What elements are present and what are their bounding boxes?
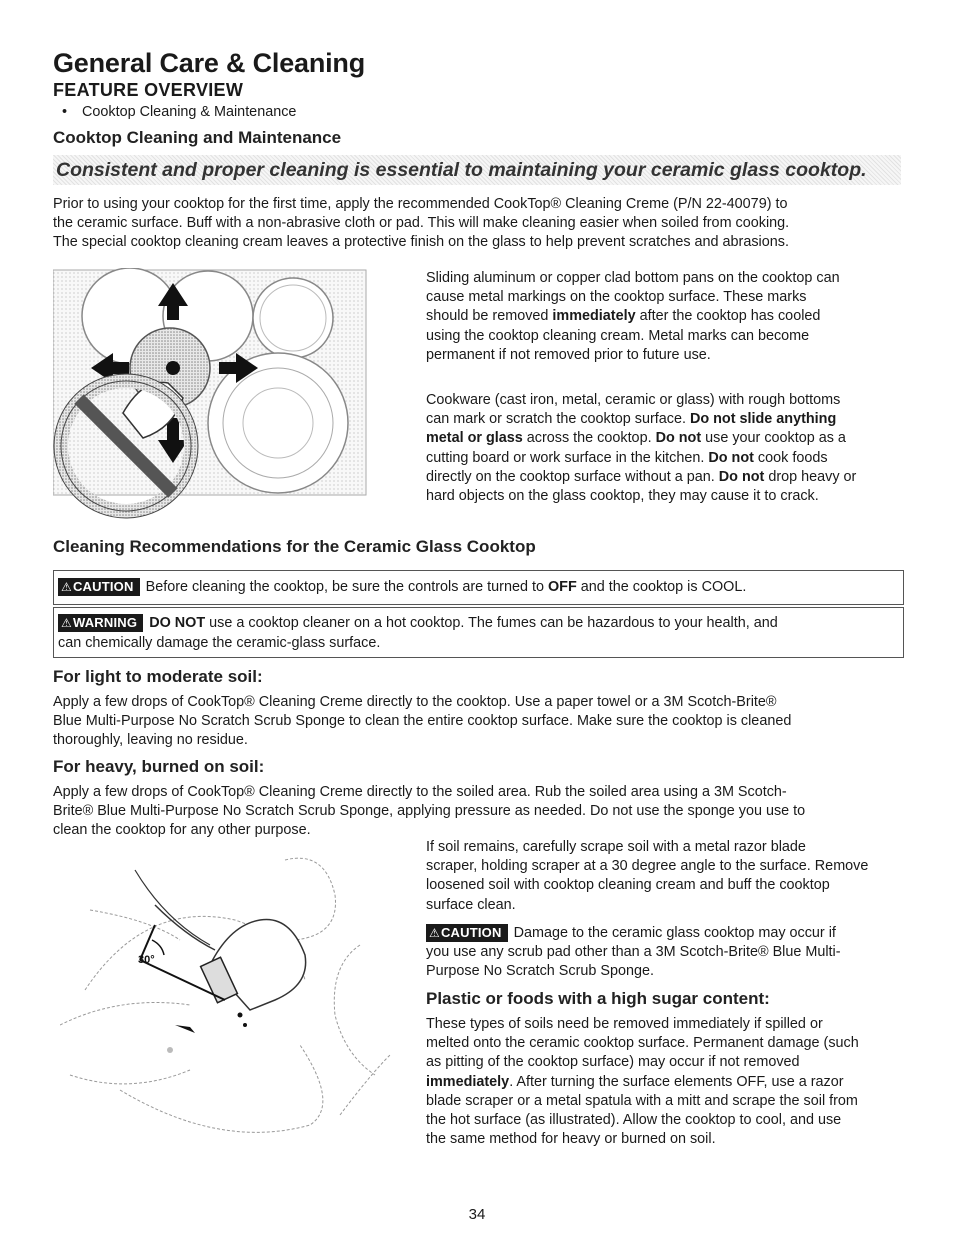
- cookware-paragraph: [426, 391, 916, 506]
- feature-bullet-label: Cooktop Cleaning & Maintenance: [82, 104, 297, 120]
- caution-badge-label: CAUTION: [72, 579, 134, 594]
- sugar-paragraph: [426, 1015, 916, 1149]
- heavy-soil-line: Apply a few drops of CookTop® Cleaning Creme directly to the soiled area. Rub the soiled area using a 3M Scotch-: [53, 784, 787, 800]
- cookware-line: can mark or scratch the cooktop surface. Do not slide anything: [426, 411, 837, 428]
- emphasis-text: immediately: [552, 308, 636, 325]
- page-number: 34: [468, 1206, 486, 1223]
- section-heading: Cooktop Cleaning and Maintenance: [53, 128, 342, 147]
- banner: Consistent and proper cleaning is essential to maintaining your ceramic glass cooktop.: [53, 155, 901, 185]
- cookware-line: cutting board or work surface in the kitchen. Do not cook foods: [426, 449, 828, 466]
- warning-badge: [58, 614, 143, 632]
- caution-box: [53, 570, 904, 605]
- sugar-line: as pitting of the cooktop surface) may occur if not removed: [426, 1054, 800, 1071]
- warning-badge-label: WARNING: [72, 615, 138, 630]
- light-soil-line: Apply a few drops of CookTop® Cleaning Creme directly to the cooktop. Use a paper towel or a 3M Scotch-Brite®: [53, 694, 777, 710]
- light-soil-line: Blue Multi-Purpose No Scratch Scrub Sponge to clean the entire cooktop surface. Make sure the cooktop is cleaned: [53, 713, 792, 730]
- caution-text-bold: OFF: [547, 579, 577, 595]
- cookware-line: metal or glass across the cooktop. Do not use your cooktop as a: [426, 430, 846, 447]
- light-soil-paragraph: [53, 693, 923, 751]
- sugar-line: blade scraper or a metal spatula with a mitt and scrape the soil from: [426, 1092, 858, 1109]
- warning-triangle-icon: ⚠: [61, 616, 72, 630]
- intro-paragraph: [53, 195, 913, 253]
- caution-2-line: Purpose No Scratch Scrub Sponge.: [426, 963, 654, 980]
- caution-badge: [58, 578, 140, 596]
- intro-line: Prior to using your cooktop for the first time, apply the recommended CookTop® Cleaning Creme (P/N 22-40079) to: [53, 196, 788, 212]
- light-soil-line: thoroughly, leaving no residue.: [53, 732, 248, 749]
- warning-text-bold: DO NOT: [149, 615, 206, 631]
- emphasis-text: Do not: [708, 449, 754, 466]
- emphasis-text: Do not: [718, 468, 765, 485]
- cookware-line: directly on the cooktop surface without a pan. Do not drop heavy or: [426, 468, 857, 485]
- scrape-line: If soil remains, carefully scrape soil with a metal razor blade: [426, 839, 806, 855]
- sliding-line: Sliding aluminum or copper clad bottom pans on the cooktop can: [426, 270, 840, 286]
- caution-2-line: Damage to the ceramic glass cooktop may occur if: [513, 925, 836, 941]
- page-title: General Care & Cleaning: [53, 48, 366, 78]
- warning-text-line1: use a cooktop cleaner on a hot cooktop. The fumes can be hazardous to your health, and: [205, 615, 778, 631]
- caution-text-a: Before cleaning the cooktop, be sure the controls are turned to: [145, 579, 548, 595]
- caution-2-line: you use any scrub pad other than a 3M Scotch-Brite® Blue Multi-: [426, 944, 841, 961]
- warning-box: [53, 607, 904, 658]
- cookware-line: hard objects on the glass cooktop, they may cause it to crack.: [426, 488, 819, 505]
- caution-2-triangle-icon: ⚠: [429, 926, 440, 940]
- caution-text-b: and the cooktop is COOL.: [576, 579, 747, 595]
- sliding-line: cause metal markings on the cooktop surface. These marks: [426, 289, 807, 306]
- sugar-line: the hot surface (as illustrated). Allow the cooktop to cool, and use: [426, 1112, 842, 1129]
- sliding-line: should be removed immediately after the cooktop has cooled: [426, 308, 821, 325]
- sugar-line: the same method for heavy or burned on soil.: [426, 1131, 716, 1148]
- emphasis-text: immediately: [426, 1073, 510, 1090]
- caution-2-block: [426, 924, 916, 982]
- scrape-line: loosened soil with cooktop cleaning cream and buff the cooktop: [426, 877, 830, 894]
- no-sliding-illustration: [53, 268, 368, 528]
- caution-triangle-icon: ⚠: [61, 580, 72, 594]
- emphasis-text: Do not: [655, 430, 702, 447]
- sliding-line: permanent if not removed prior to future use.: [426, 346, 711, 363]
- scraper-illustration: [60, 850, 400, 1135]
- sugar-line: melted onto the ceramic cooktop surface. Permanent damage (such: [426, 1035, 859, 1052]
- sliding-paragraph: [426, 269, 906, 365]
- sugar-heading: Plastic or foods with a high sugar content:: [426, 989, 770, 1008]
- sliding-line: using the cooktop cleaning cream. Metal marks can become: [426, 327, 810, 344]
- angle-label: 30°: [138, 954, 155, 966]
- emphasis-text: Do not slide anything: [689, 411, 837, 428]
- warning-text-line2: can chemically damage the ceramic-glass surface.: [58, 635, 381, 651]
- intro-line: the ceramic surface. Buff with a non-abrasive cloth or pad. This will make cleaning easier when soiled from cooking.: [53, 215, 790, 232]
- heavy-soil-line: clean the cooktop for any other purpose.: [53, 822, 311, 839]
- sugar-line: immediately. After turning the surface elements OFF, use a razor: [426, 1073, 844, 1090]
- emphasis-text: metal or glass: [426, 430, 523, 447]
- light-soil-heading: For light to moderate soil:: [53, 667, 263, 686]
- bullet-symbol: •: [62, 104, 68, 120]
- intro-line: The special cooktop cleaning cream leaves a protective finish on the glass to help prevent scratches and abrasions.: [53, 234, 789, 251]
- sugar-line: These types of soils need be removed immediately if spilled or: [426, 1016, 823, 1032]
- scrape-line: surface clean.: [426, 896, 516, 913]
- heavy-soil-paragraph: [53, 783, 923, 841]
- heavy-soil-heading: For heavy, burned on soil:: [53, 757, 265, 776]
- caution-2-badge: [426, 924, 508, 942]
- heavy-soil-line: Brite® Blue Multi-Purpose No Scratch Scrub Sponge, applying pressure as needed. Do not use the sponge you use to: [53, 803, 806, 820]
- feature-bullet: [62, 104, 296, 120]
- cookware-line: Cookware (cast iron, metal, ceramic or glass) with rough bottoms: [426, 392, 841, 408]
- caution-2-badge-label: CAUTION: [440, 925, 502, 940]
- recommendations-heading: Cleaning Recommendations for the Ceramic Glass Cooktop: [53, 537, 536, 556]
- feature-overview-heading: FEATURE OVERVIEW: [53, 80, 244, 100]
- scrape-paragraph: [426, 838, 916, 915]
- scrape-line: scraper, holding scraper at a 30 degree angle to the surface. Remove: [426, 858, 869, 875]
